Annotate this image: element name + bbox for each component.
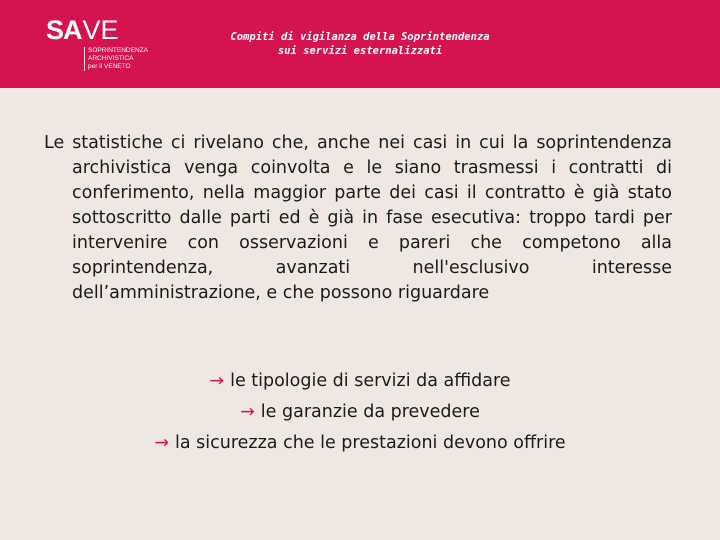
bullet-item: [0, 366, 720, 397]
logo-subtitle-line: SOPRINTENDENZA: [88, 47, 148, 54]
bullet-text: le tipologie di servizi da affidare: [230, 371, 511, 391]
logo-subtitle-line: ARCHIVISTICA: [88, 55, 134, 62]
header-bar: [0, 0, 720, 88]
arrow-right-icon: →: [209, 371, 225, 391]
arrow-right-icon: →: [240, 402, 255, 422]
bullet-item: [0, 428, 720, 459]
slide-title: [200, 30, 520, 58]
bullet-text: le garanzie da prevedere: [260, 402, 480, 422]
logo-mark-bold: SA: [46, 15, 82, 45]
bullet-text: la sicurezza che le prestazioni devono offrire: [175, 433, 566, 453]
main-paragraph: Le statistiche ci rivelano che, anche nei casi in cui la soprintendenza archivistica venga coinvolta e le siano trasmessi i contratti di conferimento, nella maggior parte dei casi il contratto è già stato sottoscritto dalle parti ed è già in fase esecutiva: troppo tardi per intervenire con osservazioni e pareri che competono alla soprintendenza, avanzati nell'esclusivo interesse dell’amministrazione, e che possono riguardare: [44, 133, 672, 303]
slide-title-line: sui servizi esternalizzati: [277, 45, 443, 57]
bullet-item: [0, 397, 720, 428]
save-logo: [46, 15, 148, 70]
slide-title-line: Compiti di vigilanza della Soprintendenza: [230, 31, 490, 43]
logo-mark-light: VE: [82, 15, 119, 45]
bullet-list: [0, 366, 720, 459]
logo-subtitle: [84, 47, 168, 71]
arrow-right-icon: →: [154, 433, 169, 453]
logo-mark: [46, 17, 119, 44]
logo-subtitle-line: per il VENETO: [88, 63, 131, 70]
